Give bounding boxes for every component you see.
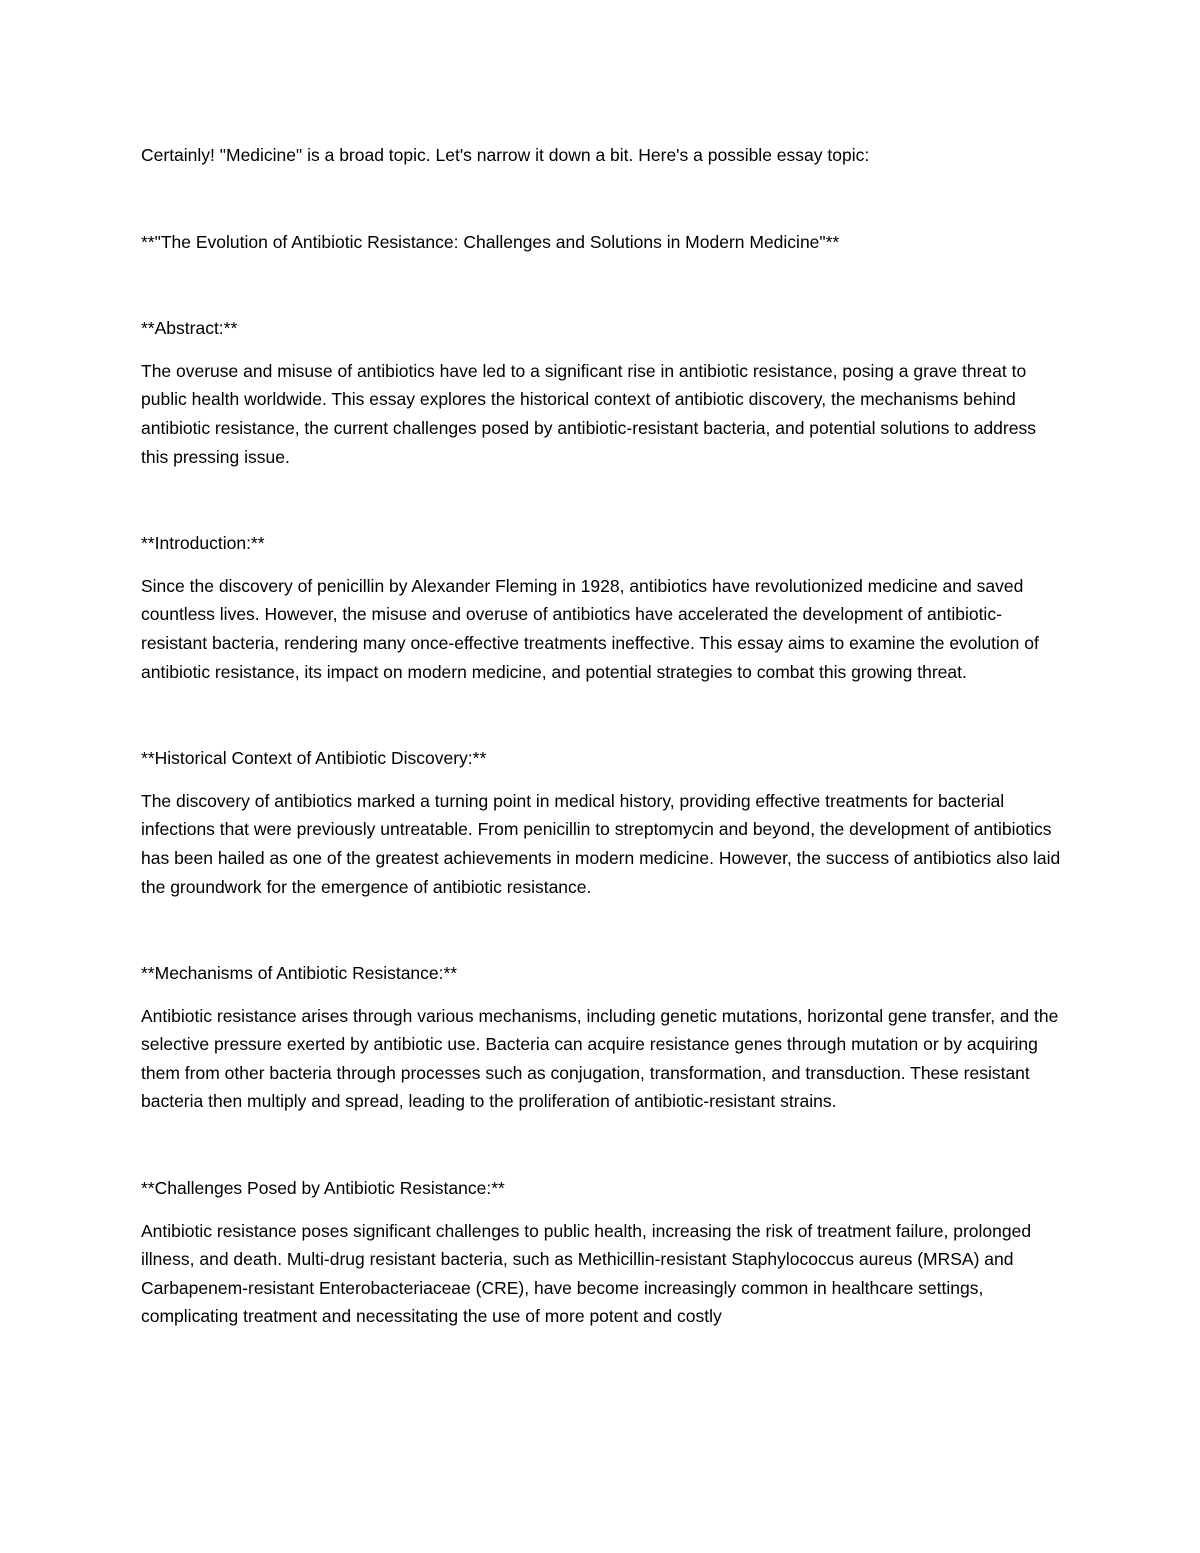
section-heading-historical-context: **Historical Context of Antibiotic Discovery:** — [141, 748, 487, 769]
section-heading-abstract: **Abstract:** — [141, 318, 238, 339]
section-heading-mechanisms: **Mechanisms of Antibiotic Resistance:** — [141, 963, 458, 984]
section-body-mechanisms: Antibiotic resistance arises through various mechanisms, including genetic mutations, horizontal gene transfer, and the selective pressure exerted by antibiotic use. Bacteria can acquire resistance genes through mutation or by acquiring them from other bacteria through processes such as conjugation, transformation, and transduction. These resistant bacteria then multiply and spread, leading to the proliferation of antibiotic-resistant strains. — [141, 1005, 1059, 1112]
document-body — [141, 141, 1061, 1331]
section-body-abstract: The overuse and misuse of antibiotics have led to a significant rise in antibiotic resistance, posing a grave threat to public health worldwide. This essay explores the historical context of antibiotic discovery, the mechanisms behind antibiotic resistance, the current challenges posed by antibiotic-resistant bacteria, and potential solutions to address this pressing issue. — [141, 360, 1036, 467]
essay-title: **"The Evolution of Antibiotic Resistance: Challenges and Solutions in Modern Medicine"** — [141, 231, 840, 252]
section-heading-introduction: **Introduction:** — [141, 533, 265, 554]
intro-text: Certainly! "Medicine" is a broad topic. Let's narrow it down a bit. Here's a possible essay topic: — [141, 145, 870, 165]
section-heading-challenges: **Challenges Posed by Antibiotic Resistance:** — [141, 1178, 505, 1199]
section-body-introduction: Since the discovery of penicillin by Alexander Fleming in 1928, antibiotics have revolutionized medicine and saved countless lives. However, the misuse and overuse of antibiotics have accelerated the development of antibiotic-resistant bacteria, rendering many once-effective treatments ineffective. This essay aims to examine the evolution of antibiotic resistance, its impact on modern medicine, and potential strategies to combat this growing threat. — [141, 575, 1039, 682]
section-body-challenges: Antibiotic resistance poses significant challenges to public health, increasing the risk of treatment failure, prolonged illness, and death. Multi-drug resistant bacteria, such as Methicillin-resistant Staphylococcus aureus (MRSA) and Carbapenem-resistant Enterobacteriaceae (CRE), have become increasingly common in healthcare settings, complicating treatment and necessitating the use of more potent and costly — [141, 1220, 1032, 1327]
section-body-historical-context: The discovery of antibiotics marked a turning point in medical history, providing effective treatments for bacterial infections that were previously untreatable. From penicillin to streptomycin and beyond, the development of antibiotics has been hailed as one of the greatest achievements in modern medicine. However, the success of antibiotics also laid the groundwork for the emergence of antibiotic resistance. — [141, 790, 1061, 897]
